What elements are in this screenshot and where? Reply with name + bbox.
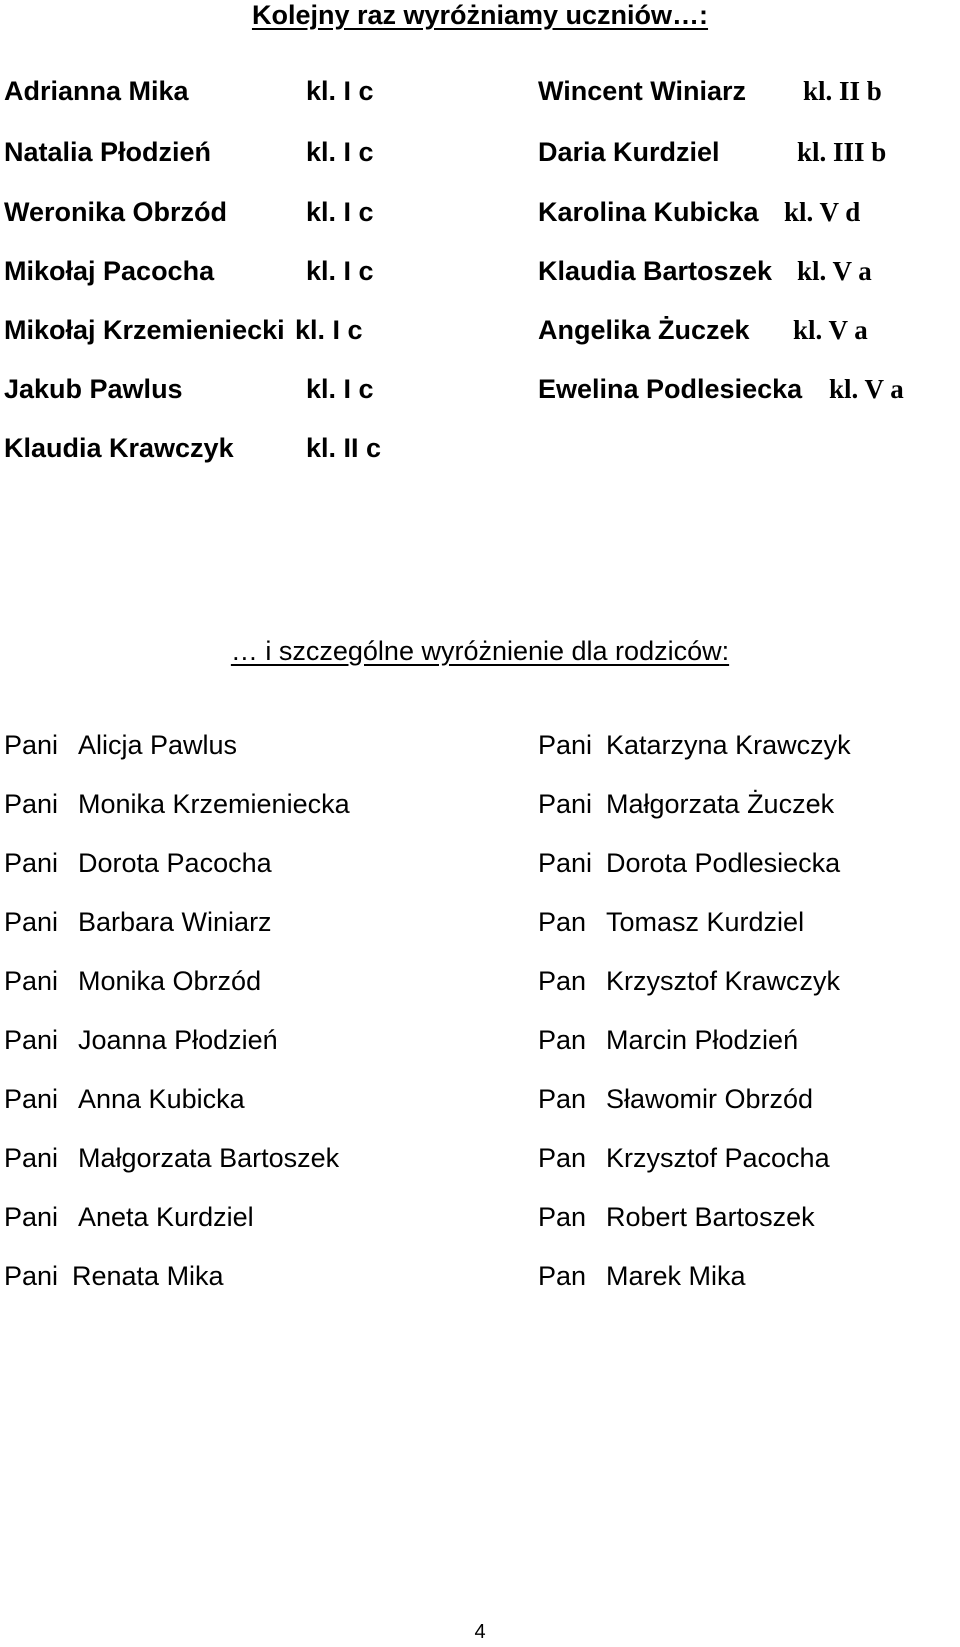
parent-title: Pan xyxy=(538,1202,587,1232)
students-heading: Kolejny raz wyróżniamy uczniów…: xyxy=(251,0,709,30)
parent-name: Dorota Pacocha xyxy=(78,848,272,878)
parent-title: Pani xyxy=(538,848,593,878)
parent-name: Katarzyna Krawczyk xyxy=(606,730,851,760)
parent-title: Pan xyxy=(538,1261,587,1291)
parent-name: Aneta Kurdziel xyxy=(78,1202,254,1232)
parent-title: Pani xyxy=(4,1143,59,1173)
student-name: Jakub Pawlus xyxy=(4,374,183,404)
parent-name: Małgorzata Żuczek xyxy=(606,789,835,819)
parent-title: Pani xyxy=(538,730,593,760)
parent-title: Pani xyxy=(4,966,59,996)
student-name: Klaudia Bartoszek xyxy=(538,256,773,286)
student-class: kl. I c xyxy=(295,315,363,345)
page-number: 4 xyxy=(474,1621,486,1643)
parent-title: Pani xyxy=(4,848,59,878)
parent-name: Tomasz Kurdziel xyxy=(606,907,805,937)
student-class: kl. V d xyxy=(784,197,861,227)
student-name: Ewelina Podlesiecka xyxy=(538,374,803,404)
parent-name: Monika Obrzód xyxy=(78,966,262,996)
student-name: Daria Kurdziel xyxy=(538,137,720,167)
parent-title: Pani xyxy=(4,1025,59,1055)
parent-name: Anna Kubicka xyxy=(78,1084,245,1114)
student-class: kl. II c xyxy=(306,433,382,463)
parent-name: Robert Bartoszek xyxy=(606,1202,815,1232)
student-class: kl. I c xyxy=(306,256,374,286)
parent-title: Pani xyxy=(4,789,59,819)
student-class: kl. V a xyxy=(829,374,904,404)
student-class: kl. I c xyxy=(306,374,374,404)
parent-title: Pani xyxy=(4,1084,59,1114)
student-name: Mikołaj Krzemieniecki xyxy=(4,315,285,345)
parent-title: Pan xyxy=(538,1143,587,1173)
parent-title: Pan xyxy=(538,907,587,937)
student-class: kl. I c xyxy=(306,137,374,167)
student-name: Weronika Obrzód xyxy=(4,197,228,227)
parent-title: Pan xyxy=(538,966,587,996)
student-class: kl. I c xyxy=(306,76,374,106)
student-class: kl. V a xyxy=(797,256,872,286)
parent-title: Pani xyxy=(4,1202,59,1232)
parent-title: Pani xyxy=(4,730,59,760)
parent-name: Małgorzata Bartoszek xyxy=(78,1143,340,1173)
parents-heading: … i szczególne wyróżnienie dla rodziców: xyxy=(230,636,730,666)
parent-title: Pan xyxy=(538,1025,587,1055)
parent-name: Barbara Winiarz xyxy=(78,907,272,937)
parent-title: Pan xyxy=(538,1084,587,1114)
parent-name: Marek Mika xyxy=(606,1261,746,1291)
parent-title: Pani xyxy=(4,1261,59,1291)
parent-name: Marcin Płodzień xyxy=(606,1025,799,1055)
parent-name: Sławomir Obrzód xyxy=(606,1084,814,1114)
parent-name: Krzysztof Krawczyk xyxy=(606,966,841,996)
parent-title: Pani xyxy=(4,907,59,937)
parent-name: Renata Mika xyxy=(72,1261,224,1291)
parent-title: Pani xyxy=(538,789,593,819)
student-name: Karolina Kubicka xyxy=(538,197,759,227)
student-name: Adrianna Mika xyxy=(4,76,189,106)
student-name: Angelika Żuczek xyxy=(538,315,750,345)
parent-name: Alicja Pawlus xyxy=(78,730,238,760)
student-class: kl. III b xyxy=(797,137,887,167)
student-class: kl. I c xyxy=(306,197,374,227)
parent-name: Joanna Płodzień xyxy=(78,1025,278,1055)
parent-name: Krzysztof Pacocha xyxy=(606,1143,830,1173)
student-name: Mikołaj Pacocha xyxy=(4,256,215,286)
student-name: Wincent Winiarz xyxy=(538,76,747,106)
parent-name: Dorota Podlesiecka xyxy=(606,848,841,878)
student-class: kl. II b xyxy=(803,76,882,106)
student-name: Natalia Płodzień xyxy=(4,137,212,167)
student-class: kl. V a xyxy=(793,315,868,345)
student-name: Klaudia Krawczyk xyxy=(4,433,234,463)
parent-name: Monika Krzemieniecka xyxy=(78,789,350,819)
